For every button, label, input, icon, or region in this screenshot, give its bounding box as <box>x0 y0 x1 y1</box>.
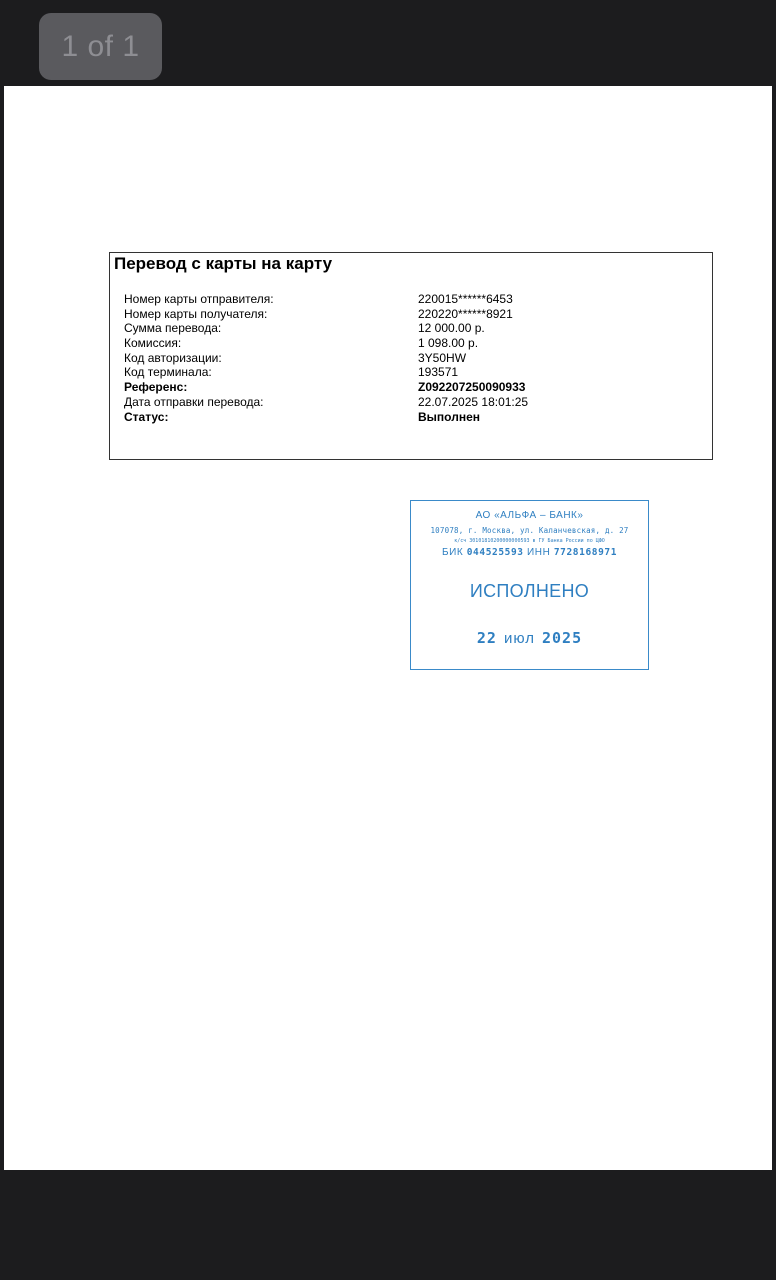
row-terminal-code <box>124 365 704 380</box>
page-indicator: 1 of 1 <box>39 13 162 80</box>
row-send-date <box>124 395 704 410</box>
row-value: 220015******6453 <box>418 292 513 306</box>
row-label: Референс: <box>124 380 188 395</box>
stamp-corr-account: к/сч 30101810200000000593 в ГУ Банка России по ЦФО <box>454 538 605 544</box>
transfer-receipt <box>109 252 713 460</box>
row-value: 193571 <box>418 365 459 380</box>
row-status <box>124 410 704 425</box>
stamp-status: ИСПОЛНЕНО <box>469 581 590 601</box>
row-label: Комиссия: <box>124 336 182 351</box>
stamp-date-year: 2025 <box>542 629 583 647</box>
row-value: Z092207250090933 <box>418 380 526 395</box>
stamp-bik-inn <box>411 547 648 558</box>
row-sender-card <box>124 292 704 307</box>
row-value: 220220******8921 <box>418 306 513 321</box>
row-value: 3Y50HW <box>418 350 467 365</box>
row-value: 12 000.00 р. <box>418 321 485 336</box>
row-amount <box>124 321 704 336</box>
stamp-date-day: 22 <box>476 629 497 647</box>
row-value: 22.07.2025 18:01:25 <box>418 394 529 409</box>
receipt-details <box>124 292 704 424</box>
row-auth-code <box>124 351 704 366</box>
document-page <box>4 86 772 1170</box>
row-recipient-card <box>124 307 704 322</box>
bank-stamp <box>410 500 649 670</box>
stamp-date <box>411 629 648 647</box>
row-value: Выполнен <box>418 409 480 424</box>
stamp-inn-value: 7728168971 <box>553 547 618 558</box>
row-reference <box>124 380 704 395</box>
row-label: Сумма перевода: <box>124 321 222 336</box>
row-label: Номер карты получателя: <box>124 306 268 321</box>
row-label: Номер карты отправителя: <box>124 292 274 306</box>
row-label: Код терминала: <box>124 365 212 380</box>
stamp-bank-name: АО «АЛЬФА – БАНК» <box>475 510 584 521</box>
stamp-address: 107078, г. Москва, ул. Каланчевская, д. 27 <box>430 526 629 535</box>
row-value: 1 098.00 р. <box>418 336 479 351</box>
stamp-bik-value: 044525593 <box>466 547 524 558</box>
stamp-bik-label: БИК <box>441 547 464 558</box>
row-label: Код авторизации: <box>124 350 222 365</box>
row-label: Статус: <box>124 409 169 424</box>
receipt-title: Перевод с карты на карту <box>114 254 333 273</box>
stamp-date-month: июл <box>503 630 535 647</box>
row-label: Дата отправки перевода: <box>124 394 264 409</box>
row-commission <box>124 336 704 351</box>
stamp-inn-label: ИНН <box>527 547 551 558</box>
